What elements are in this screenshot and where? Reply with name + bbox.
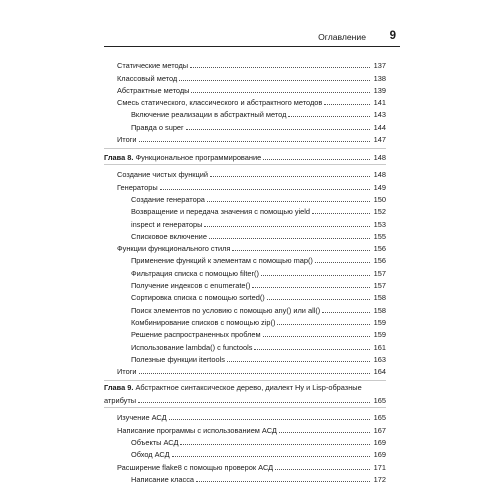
dot-leader xyxy=(232,249,370,251)
dot-leader xyxy=(315,261,370,263)
dot-leader xyxy=(180,443,370,445)
toc-entry-label: Комбинирование списков с помощью zip() xyxy=(131,317,276,327)
toc-entry-label: Итоги xyxy=(117,135,137,145)
toc-entry-page: 139 xyxy=(373,85,386,95)
toc-entry-page: 147 xyxy=(373,135,386,145)
toc-entry-label: Фильтрация списка с помощью filter() xyxy=(131,268,259,278)
toc-entry-page: 172 xyxy=(373,474,386,484)
toc-entry-page: 171 xyxy=(373,462,386,472)
toc-entry[interactable] xyxy=(104,95,386,107)
toc-entry-label: Статические методы xyxy=(117,61,189,71)
toc-entry[interactable] xyxy=(104,447,386,459)
toc-entry-label: Обход АСД xyxy=(131,450,170,460)
toc-entry[interactable] xyxy=(104,422,386,434)
dot-leader xyxy=(312,212,370,214)
toc-entry[interactable] xyxy=(104,315,386,327)
chapter-title-line2: атрибуты xyxy=(104,396,137,406)
toc-entry-label: Получение индексов с enumerate() xyxy=(131,281,251,291)
toc-entry-label: Решение распространенных проблем xyxy=(131,330,261,340)
toc-entry-label: Правда о super xyxy=(131,122,184,132)
toc-entry-label: Объекты АСД xyxy=(131,438,179,448)
toc-entry-label: Использование lambda() с functools xyxy=(131,342,253,352)
dot-leader xyxy=(191,91,370,93)
chapter-page: 148 xyxy=(373,153,386,163)
running-header-title: Оглавление xyxy=(318,32,366,42)
toc-entry-page: 137 xyxy=(373,61,386,71)
dot-leader xyxy=(138,401,370,403)
toc-entry[interactable] xyxy=(104,435,386,447)
toc-entry-page: 169 xyxy=(373,438,386,448)
toc-entry[interactable] xyxy=(104,352,386,364)
page-number: 9 xyxy=(389,30,396,42)
toc-entry-label: Возвращение и передача значения с помощью yield xyxy=(131,207,311,217)
dot-leader xyxy=(252,286,370,288)
toc-entry[interactable] xyxy=(104,83,386,95)
toc-entry-label: Списковое включение xyxy=(131,231,207,241)
toc-entry[interactable] xyxy=(104,179,386,191)
dot-leader xyxy=(139,372,370,374)
dot-leader xyxy=(190,66,370,68)
toc-entry[interactable] xyxy=(104,472,386,484)
toc-entry[interactable] xyxy=(104,253,386,265)
dot-leader xyxy=(254,348,370,350)
chapter-title: Функциональное программирование xyxy=(135,153,262,163)
dot-leader xyxy=(207,200,370,202)
toc-entry-page: 138 xyxy=(373,73,386,83)
toc-entry-page: 157 xyxy=(373,281,386,291)
dot-leader xyxy=(227,360,370,362)
toc-entry[interactable] xyxy=(104,216,386,228)
toc-entry-page: 159 xyxy=(373,330,386,340)
dot-leader xyxy=(186,128,370,130)
toc-entry-label: Создание генератора xyxy=(131,194,205,204)
toc-entry[interactable] xyxy=(104,327,386,339)
toc-entry-label: Создание чистых функций xyxy=(117,170,209,180)
toc-entry-page: 153 xyxy=(373,219,386,229)
toc-entry-page: 159 xyxy=(373,317,386,327)
toc-entry-page: 156 xyxy=(373,244,386,254)
dot-leader xyxy=(204,225,370,227)
toc-entry-label: Генераторы xyxy=(117,182,158,192)
toc-entry-page: 148 xyxy=(373,170,386,180)
toc-entry-page: 150 xyxy=(373,194,386,204)
toc-entry-label: Абстрактные методы xyxy=(117,85,190,95)
dot-leader xyxy=(209,237,370,239)
toc-entry[interactable] xyxy=(104,107,386,119)
dot-leader xyxy=(279,431,370,433)
toc-entry-page: 141 xyxy=(373,98,386,108)
toc-entry-label: Функции функционального стиля xyxy=(117,244,231,254)
toc-entry-page: 163 xyxy=(373,354,386,364)
toc-entry[interactable] xyxy=(104,204,386,216)
toc-entry-page: 149 xyxy=(373,182,386,192)
dot-leader xyxy=(275,468,370,470)
toc-entry[interactable] xyxy=(104,58,386,70)
toc-entry-label: Классовый метод xyxy=(117,73,178,83)
dot-leader xyxy=(277,323,370,325)
chapter-title-line1: Абстрактное синтаксическое дерево, диалект Hy и Lisp-образные xyxy=(135,383,362,393)
toc-entry-page: 161 xyxy=(373,342,386,352)
dot-leader xyxy=(267,298,370,300)
dot-leader xyxy=(324,103,370,105)
toc-entry-label: Включение реализации в абстрактный метод xyxy=(131,110,287,120)
toc-entry[interactable] xyxy=(104,278,386,290)
toc-entry[interactable] xyxy=(104,459,386,471)
dot-leader xyxy=(322,311,370,313)
toc-entry-label: inspect и генераторы xyxy=(131,219,203,229)
dot-leader xyxy=(169,418,370,420)
toc-entry-page: 158 xyxy=(373,293,386,303)
toc-entry[interactable] xyxy=(104,339,386,351)
toc-entry-label: Смесь статического, классического и абстрактного методов xyxy=(117,98,323,108)
chapter-page: 165 xyxy=(373,396,386,406)
toc-entry-page: 157 xyxy=(373,268,386,278)
toc-entry-page: 165 xyxy=(373,413,386,423)
toc-entry[interactable] xyxy=(104,70,386,82)
toc-entry[interactable] xyxy=(104,364,386,376)
dot-leader xyxy=(261,274,370,276)
toc-entry[interactable] xyxy=(104,290,386,302)
toc-entry-page: 156 xyxy=(373,256,386,266)
chapter-prefix: Глава 8. xyxy=(104,153,134,163)
dot-leader xyxy=(263,158,370,160)
dot-leader xyxy=(172,455,370,457)
toc-chapter-9[interactable] xyxy=(104,380,386,408)
dot-leader xyxy=(160,188,370,190)
dot-leader xyxy=(139,140,370,142)
toc-chapter-8[interactable] xyxy=(104,148,386,165)
toc-entry-label: Полезные функции itertools xyxy=(131,354,225,364)
toc-entry[interactable] xyxy=(104,410,386,422)
toc-entry-label: Итоги xyxy=(117,367,137,377)
toc-entry-label: Написание программы с использованием АСД xyxy=(117,425,277,435)
toc-entry[interactable] xyxy=(104,132,386,144)
toc-entry[interactable] xyxy=(104,265,386,277)
toc-entry-label: Написание класса xyxy=(131,474,194,484)
toc-entry[interactable] xyxy=(104,241,386,253)
toc-entry[interactable] xyxy=(104,119,386,131)
dot-leader xyxy=(288,115,370,117)
toc-entry[interactable] xyxy=(104,229,386,241)
dot-leader xyxy=(196,480,370,482)
toc-entry-page: 144 xyxy=(373,122,386,132)
toc-entry-label: Применение функций к элементам с помощью map() xyxy=(131,256,313,266)
running-header xyxy=(104,30,400,47)
dot-leader xyxy=(263,335,370,337)
toc-entry[interactable] xyxy=(104,302,386,314)
toc-entry-page: 143 xyxy=(373,110,386,120)
table-of-contents xyxy=(104,58,386,484)
toc-entry[interactable] xyxy=(104,192,386,204)
toc-entry-page: 158 xyxy=(373,305,386,315)
toc-entry-label: Расширение flake8 с помощью проверок АСД xyxy=(117,462,274,472)
toc-entry-page: 152 xyxy=(373,207,386,217)
toc-entry-label: Изучение АСД xyxy=(117,413,167,423)
toc-entry-page: 167 xyxy=(373,425,386,435)
toc-entry[interactable] xyxy=(104,167,386,179)
dot-leader xyxy=(210,175,370,177)
toc-entry-page: 169 xyxy=(373,450,386,460)
toc-entry-page: 155 xyxy=(373,231,386,241)
chapter-prefix: Глава 9. xyxy=(104,383,134,393)
toc-entry-label: Сортировка списка с помощью sorted() xyxy=(131,293,265,303)
dot-leader xyxy=(179,79,370,81)
toc-entry-label: Поиск элементов по условию с помощью any() или all() xyxy=(131,305,321,315)
toc-entry-page: 164 xyxy=(373,367,386,377)
